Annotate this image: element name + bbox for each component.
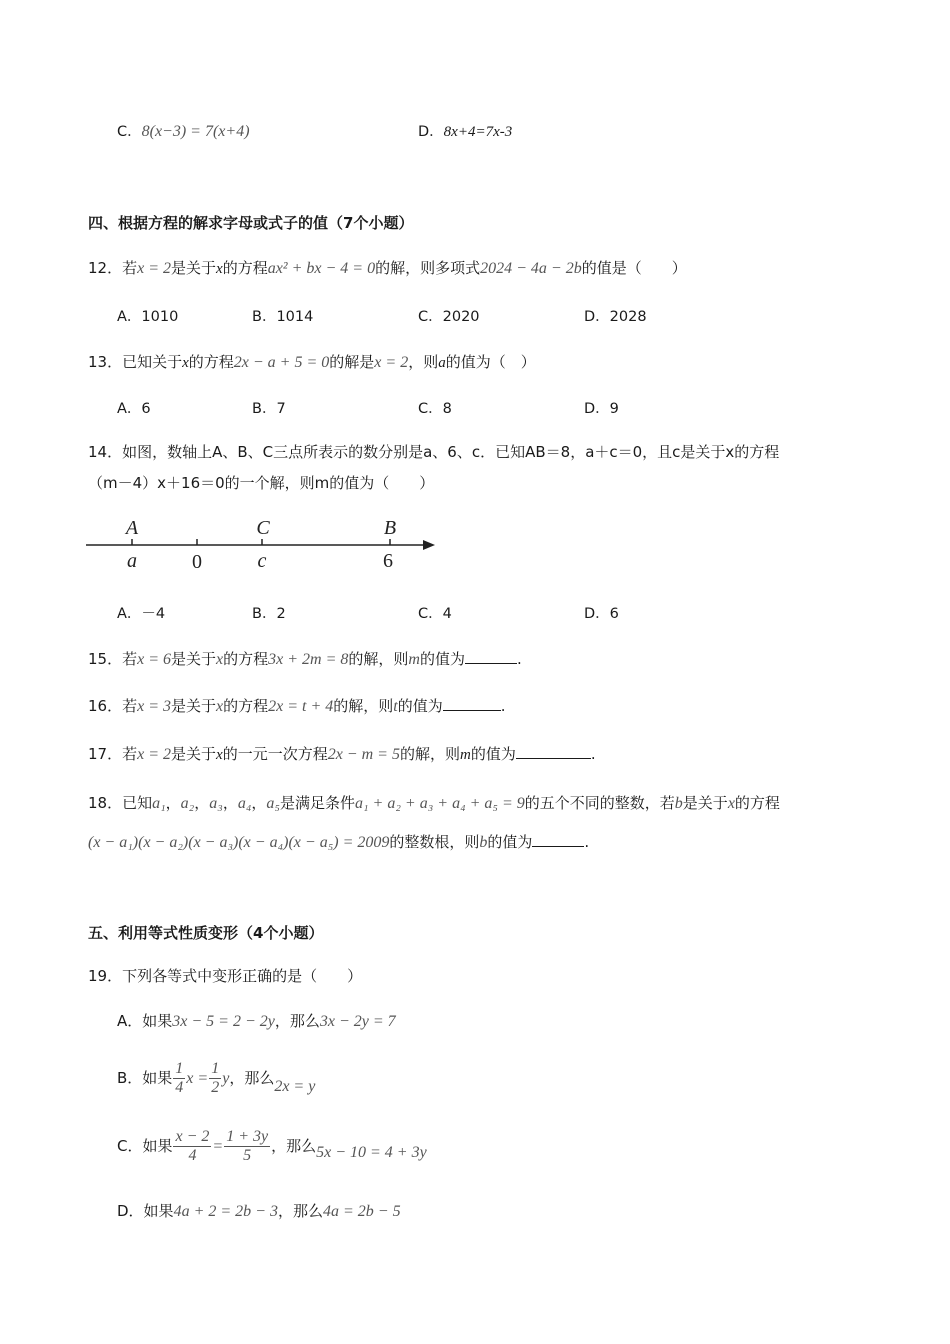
q14-option-b: B．2 xyxy=(252,606,286,622)
question-16: 16．若x = 3是关于x的方程2x = t + 4的解，则t的值为 . xyxy=(88,697,506,715)
answer-blank xyxy=(516,744,591,759)
q13-option-a: A．6 xyxy=(117,401,151,417)
q11-option-d: D．8x+4=7x-3 xyxy=(418,124,513,140)
q14-option-a: A．－4 xyxy=(117,606,166,622)
q13-option-b: B．7 xyxy=(252,401,286,417)
q12-option-a: A．1010 xyxy=(117,309,179,325)
q12-option-c: C．2020 xyxy=(418,309,480,325)
answer-blank xyxy=(465,649,517,664)
q14-option-d: D．6 xyxy=(584,606,619,622)
label-C: C xyxy=(256,517,270,539)
label-0: 0 xyxy=(192,551,202,573)
question-15: 15．若x = 6是关于x的方程3x + 2m = 8的解，则m的值为 . xyxy=(88,650,522,668)
number-line-arrow xyxy=(423,540,435,550)
fraction: $\frac{1 + 3y}{5}$ xyxy=(226,1128,269,1164)
q11-option-c: C．8(x−3) = 7(x+4) xyxy=(117,123,250,140)
label-c: c xyxy=(257,550,267,572)
question-13: 13．已知关于x的方程2x − a + 5 = 0的解是x = 2，则a的值为（ ） xyxy=(88,353,536,371)
question-18-line2: (x − a₁)(x − a₂)(x − a₃)(x − a₄)(x − a₅) = 2009的整数根，则b的值为 . xyxy=(88,833,590,851)
fraction: $\frac{1}{2}$ xyxy=(211,1060,220,1096)
question-14-line2: （m－4）x＋16＝0的一个解，则m的值为（ ） xyxy=(88,474,435,492)
q13-option-d: D．9 xyxy=(584,401,619,417)
section-5-title: 五、利用等式性质变形（4个小题） xyxy=(88,924,324,942)
label-a: a xyxy=(127,550,137,572)
question-19: 19．下列各等式中变形正确的是（ ） xyxy=(88,967,363,985)
label-A: A xyxy=(125,517,139,539)
answer-blank xyxy=(532,832,584,847)
label-6: 6 xyxy=(383,550,393,572)
q19-option-c: C．如果 $\frac{x - 2}{4}$ = $\frac{1 + 3y}{5}$ ，那么5x − 10 = 4 + 3y xyxy=(117,1128,427,1164)
question-18-line1: 18．已知a₁，a₂，a₃，a₄，a₅是满足条件a₁ + a₂ + a₃ + a₄ + a₅ = 9的五个不同的整数，若b是关于x的方程 xyxy=(88,794,780,812)
label-B: B xyxy=(383,517,397,539)
fraction: $\frac{1}{4}$ xyxy=(175,1060,184,1096)
q19-option-d: D．如果4a + 2 = 2b − 3，那么4a = 2b − 5 xyxy=(117,1202,401,1220)
q19-option-b: B．如果 $\frac{1}{4}$ x = $\frac{1}{2}$ y，那么2x = y xyxy=(117,1060,316,1096)
q14-option-c: C．4 xyxy=(418,606,452,622)
question-12: 12．若x = 2是关于x的方程ax² + bx − 4 = 0的解，则多项式2024 − 4a − 2b的值是（ ） xyxy=(88,259,687,277)
section-4-title: 四、根据方程的解求字母或式子的值（7个小题） xyxy=(88,214,414,232)
q12-option-d: D．2028 xyxy=(584,309,647,325)
answer-blank xyxy=(443,696,501,711)
q13-option-c: C．8 xyxy=(418,401,452,417)
q12-option-b: B．1014 xyxy=(252,309,314,325)
question-14-line1: 14．如图，数轴上A、B、C三点所表示的数分别是a、6、c．已知AB＝8，a＋c＝0，且c是关于x的方程 xyxy=(88,443,780,461)
fraction: $\frac{x - 2}{4}$ xyxy=(175,1128,210,1164)
number-line-figure xyxy=(80,510,450,580)
question-17: 17．若x = 2是关于x的一元一次方程2x − m = 5的解，则m的值为 . xyxy=(88,745,596,763)
q19-option-a: A．如果3x − 5 = 2 − 2y，那么3x − 2y = 7 xyxy=(117,1012,396,1030)
